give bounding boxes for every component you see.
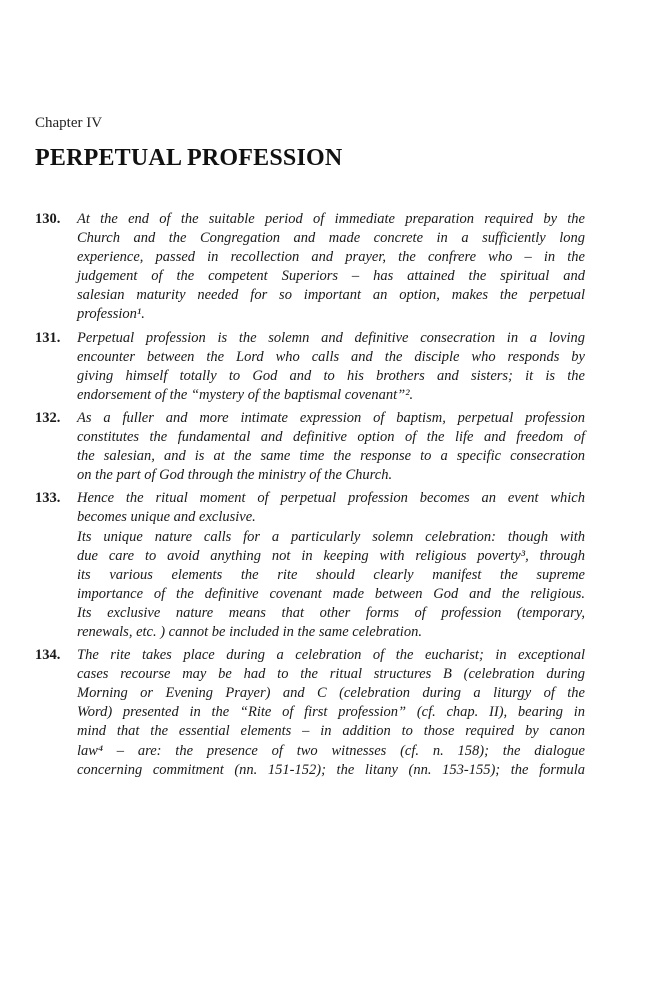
paragraph-line: The rite takes place during a celebration of the eucharist; in exceptional: [77, 647, 585, 664]
paragraph-number: 132.: [35, 409, 61, 426]
paragraph-number: 134.: [35, 647, 61, 664]
paragraph: [35, 409, 585, 485]
paragraph-line: Its exclusive nature means that other forms of profession (temporary,: [77, 604, 585, 621]
paragraph-line: renewals, etc. ) cannot be included in the same celebration.: [77, 623, 422, 640]
paragraph-line: constitutes the fundamental and definitive option of the life and freedom of: [77, 429, 585, 446]
paragraph-line: At the end of the suitable period of immediate preparation required by the: [77, 211, 585, 227]
paragraph: [35, 489, 585, 642]
paragraph-line: profession¹.: [77, 306, 145, 323]
paragraph-line: on the part of God through the ministry of the Church.: [77, 467, 393, 484]
paragraph-line: becomes unique and exclusive.: [77, 509, 256, 526]
paragraph-line: Church and the Congregation and made concrete in a sufficiently long: [77, 230, 585, 247]
paragraph-line: mind that the essential elements – in addition to those required by canon: [77, 723, 585, 740]
paragraph-number: 131.: [35, 329, 61, 346]
paragraph-number: 133.: [35, 490, 61, 507]
paragraph-line: Morning or Evening Prayer) and C (celebration during a liturgy of the: [77, 685, 585, 702]
paragraph-line: Hence the ritual moment of perpetual profession becomes an event which: [77, 490, 585, 507]
chapter-label: Chapter IV: [35, 115, 103, 131]
paragraph-line: its various elements the rite should clearly manifest the supreme: [77, 566, 585, 583]
paragraph-line: the salesian, and is at the same time the response to a specific consecration: [77, 448, 585, 465]
paragraph: [35, 329, 585, 405]
paragraph-line: Perpetual profession is the solemn and definitive consecration in a loving: [77, 329, 585, 346]
paragraph-line: endorsement of the “mystery of the baptismal covenant”².: [77, 386, 414, 403]
paragraph-line: Word) presented in the “Rite of first profession” (cf. chap. II), bearing in: [77, 704, 585, 721]
paragraph-line: giving himself totally to God and to his brothers and sisters; it is the: [77, 367, 585, 384]
paragraph-line: As a fuller and more intimate expression of baptism, perpetual profession: [77, 409, 585, 426]
paragraph-line: Its unique nature calls for a particularly solemn celebration: though with: [77, 528, 585, 545]
paragraph-number: 130.: [35, 211, 61, 227]
paragraph: [35, 646, 585, 780]
paragraph-line: law⁴ – are: the presence of two witnesses (cf. n. 158); the dialogue: [77, 742, 585, 759]
paragraph-list: [35, 210, 585, 784]
paragraph: [35, 210, 585, 325]
paragraph-line: importance of the definitive covenant made between God and the religious.: [77, 585, 585, 602]
paragraph-line: encounter between the Lord who calls and the disciple who responds by: [77, 348, 585, 365]
paragraph-line: salesian maturity needed for so important an option, makes the perpetual: [77, 287, 585, 304]
paragraph-line: cases recourse may be had to the ritual structures B (celebration during: [77, 666, 585, 683]
paragraph-line: experience, passed in recollection and prayer, the confrere who – in the: [77, 249, 585, 266]
paragraph-line: due care to avoid anything not in keeping with religious poverty³, through: [77, 547, 585, 564]
chapter-title: PERPETUAL PROFESSION: [35, 145, 343, 171]
paragraph-line: concerning commitment (nn. 151-152); the litany (nn. 153-155); the formula: [77, 761, 585, 778]
paragraph-line: judgement of the competent Superiors – has attained the spiritual and: [77, 268, 585, 285]
